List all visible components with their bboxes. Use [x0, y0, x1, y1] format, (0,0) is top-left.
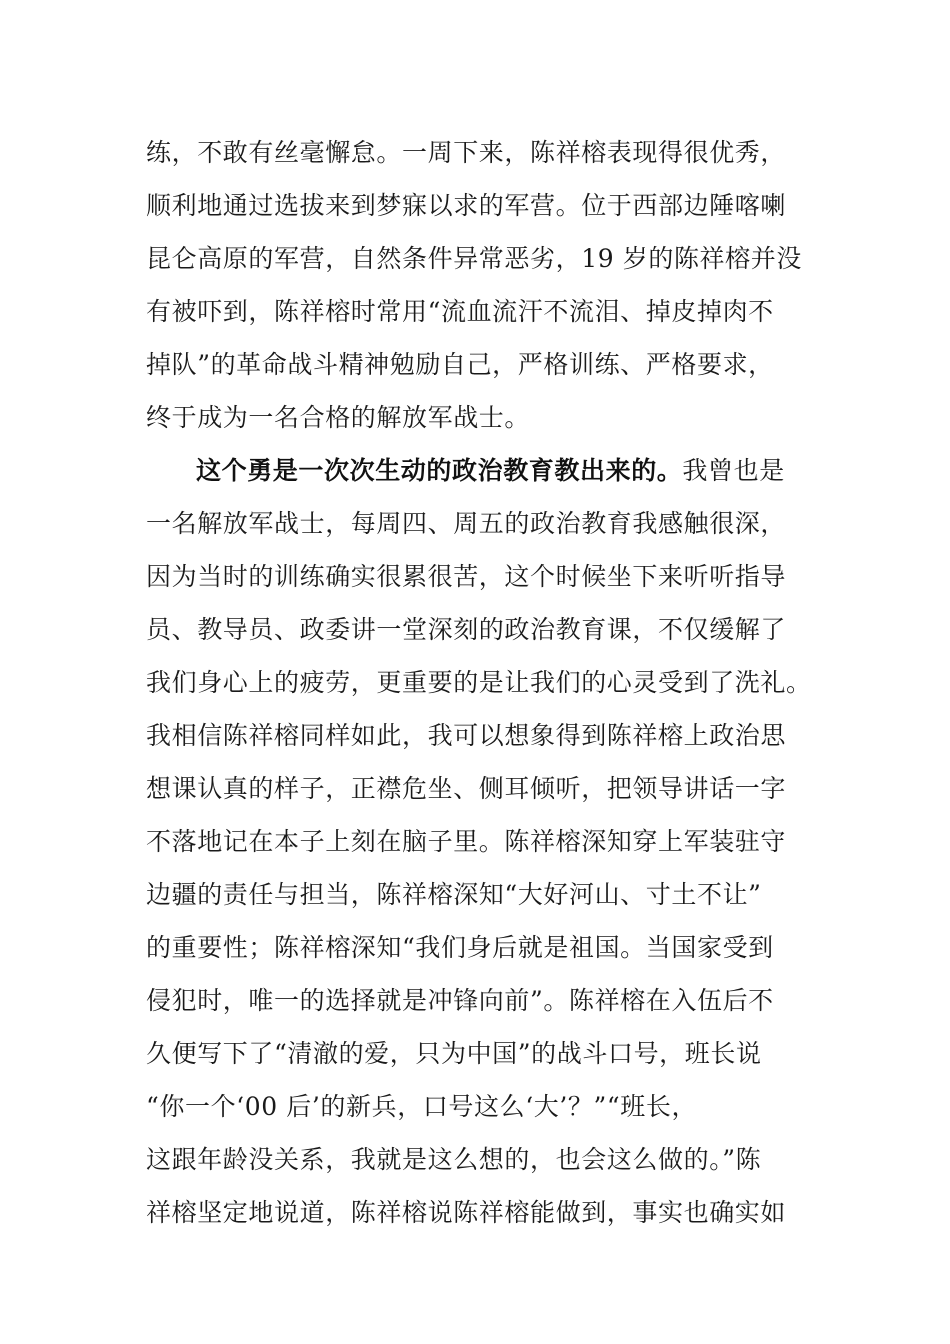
text-line-19: “你一个‘00 后’的新兵，口号这么‘大’？”“班长， — [146, 1092, 698, 1121]
text-line-21: 祥榕坚定地说道，陈祥榕说陈祥榕能做到，事实也确实如 — [146, 1198, 787, 1227]
text-line-4: 有被吓到，陈祥榕时常用“流血流汗不流泪、掉皮掉肉不 — [146, 297, 774, 326]
text-line-18: 久便写下了“清澈的爱，只为中国”的战斗口号，班长说 — [146, 1039, 762, 1068]
text-line-17: 侵犯时，唯一的选择就是冲锋向前”。陈祥榕在入伍后不 — [146, 986, 774, 1015]
text-line-9: 因为当时的训练确实很累很苦，这个时候坐下来听听指导 — [146, 562, 787, 591]
text-line-8: 一名解放军战士，每周四、周五的政治教育我感触很深， — [146, 509, 787, 538]
text-line-2: 顺利地通过选拔来到梦寐以求的军营。位于西部边陲喀喇 — [146, 191, 787, 220]
text-line-12: 我相信陈祥榕同样如此，我可以想象得到陈祥榕上政治思 — [146, 721, 787, 750]
text-line-1: 练，不敢有丝毫懈怠。一周下来，陈祥榕表现得很优秀， — [146, 138, 787, 167]
text-line-15: 边疆的责任与担当，陈祥榕深知“大好河山、寸土不让” — [146, 880, 762, 909]
text-line-20: 这跟年龄没关系，我就是这么想的，也会这么做的。”陈 — [146, 1145, 762, 1174]
text-line-14: 不落地记在本子上刻在脑子里。陈祥榕深知穿上军装驻守 — [146, 827, 787, 856]
paragraph-2-bold-lead: 这个勇是一次次生动的政治教育教出来的。 — [196, 456, 683, 485]
text-line-16: 的重要性；陈祥榕深知“我们身后就是祖国。当国家受到 — [146, 933, 774, 962]
paragraph-2-first-line — [196, 451, 806, 491]
text-line-10: 员、教导员、政委讲一堂深刻的政治教育课，不仅缓解了 — [146, 615, 787, 644]
text-line-5: 掉队”的革命战斗精神勉励自己，严格训练、严格要求， — [146, 350, 774, 379]
text-line-11: 我们身心上的疲劳，更重要的是让我们的心灵受到了洗礼。 — [146, 668, 812, 697]
paragraph-2-lead-rest: 我曾也是 — [682, 456, 785, 485]
text-line-6: 终于成为一名合格的解放军战士。 — [146, 403, 531, 432]
text-line-13: 想课认真的样子，正襟危坐、侧耳倾听，把领导讲话一字 — [146, 774, 787, 803]
text-line-3: 昆仑高原的军营，自然条件异常恶劣，19 岁的陈祥榕并没 — [146, 244, 802, 273]
